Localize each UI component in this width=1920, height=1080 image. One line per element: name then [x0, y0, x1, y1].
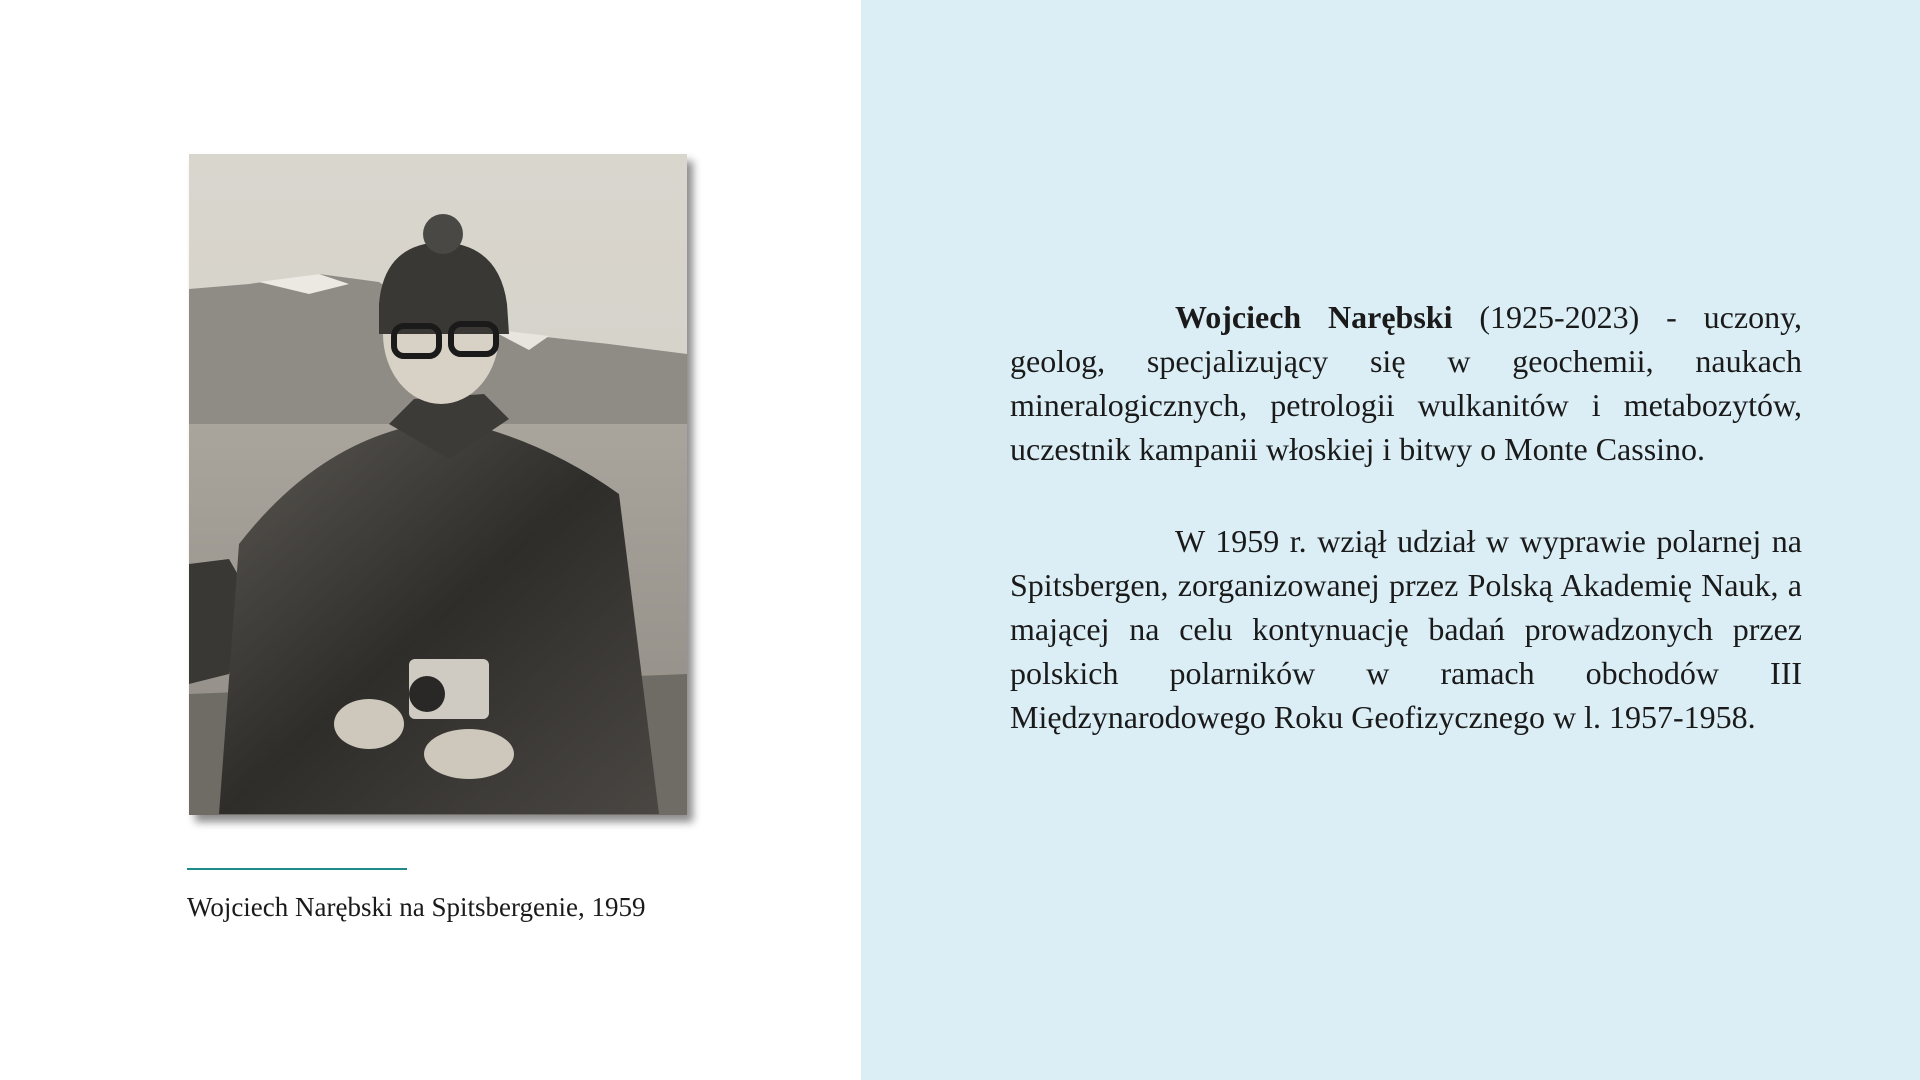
- caption-divider: [187, 868, 407, 870]
- bio-paragraph-1-text: (1925-2023) - uczony, geolog, specjalizujący się w geochemii, naukach mineralogicznych, petrologii wulkanitów i metabozytów, uczestnik kampanii włoskiej i bitwy o Monte Cassino.: [1010, 299, 1803, 467]
- bio-paragraph-2-text: W 1959 r. wziął udział w wyprawie polarnej na Spitsbergen, zorganizowanej przez Polską Akademię Nauk, a mającej na celu kontynuację badań prowadzonych przez polskich polarników w ramach obchodów III Międzynarodowego Roku Geofizycznego w l. 1957-1958.: [1010, 523, 1802, 735]
- bio-name: Wojciech Narębski: [1175, 299, 1453, 335]
- portrait-photo: [189, 154, 687, 815]
- bio-paragraph-1: [1010, 295, 1802, 471]
- photo-caption: Wojciech Narębski na Spitsbergenie, 1959: [187, 892, 646, 922]
- bio-paragraph-2: [1010, 519, 1802, 739]
